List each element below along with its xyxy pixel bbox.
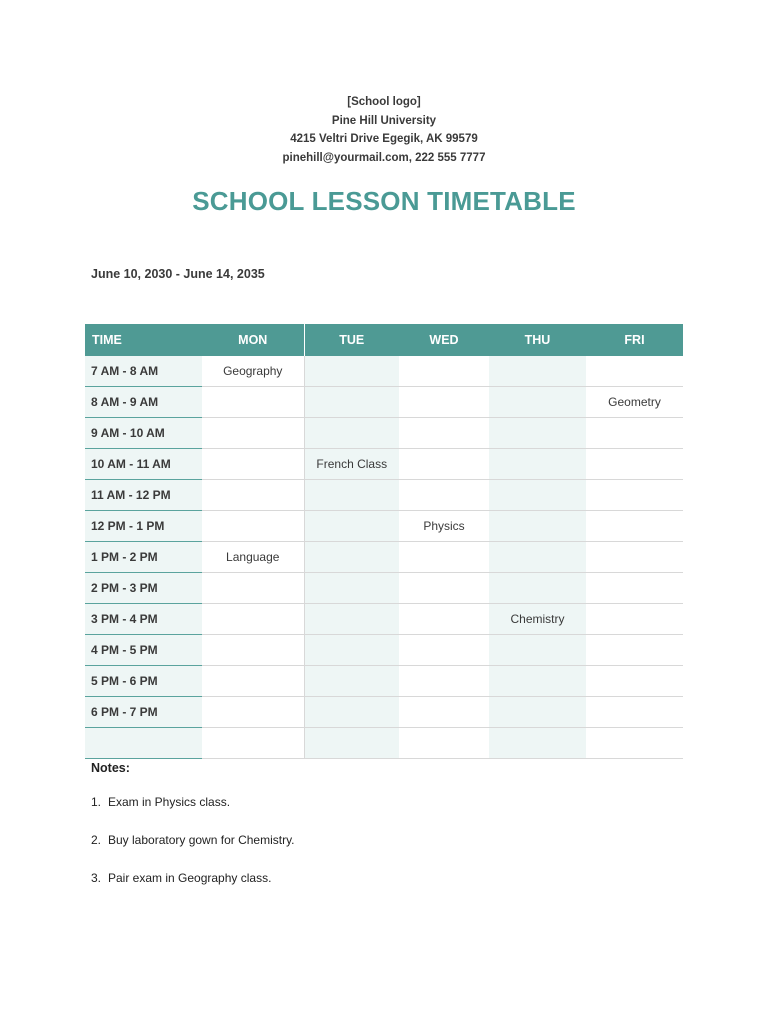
note-number: 3.: [91, 871, 102, 885]
school-header: [0, 93, 768, 167]
time-slot-cell: 4 PM - 5 PM: [85, 635, 202, 666]
lesson-cell-mon: [202, 387, 304, 418]
school-contact: pinehill@yourmail.com, 222 555 7777: [282, 151, 486, 164]
note-item: [91, 870, 295, 887]
lesson-cell-thu: [489, 666, 586, 697]
time-slot-cell: 9 AM - 10 AM: [85, 418, 202, 449]
note-number: 1.: [91, 795, 102, 809]
table-row: [85, 573, 683, 604]
lesson-cell-fri: [586, 418, 683, 449]
lesson-cell-thu: [489, 697, 586, 728]
lesson-cell-mon: Language: [202, 542, 304, 573]
school-address: 4215 Veltri Drive Egegik, AK 99579: [290, 133, 478, 145]
table-row: [85, 604, 683, 635]
lesson-cell-wed: [399, 635, 489, 666]
lesson-cell-fri: [586, 728, 683, 759]
lesson-cell-thu: [489, 449, 586, 480]
lesson-cell-fri: [586, 356, 683, 387]
header-time: TIME: [85, 324, 202, 356]
date-range: June 10, 2030 - June 14, 2035: [91, 267, 265, 281]
lesson-cell-tue: French Class: [304, 449, 399, 480]
lesson-cell-thu: [489, 356, 586, 387]
lesson-cell-wed: [399, 697, 489, 728]
header-mon: MON: [202, 324, 304, 356]
timetable: [85, 324, 683, 759]
lesson-cell-mon: [202, 604, 304, 635]
lesson-cell-fri: [586, 511, 683, 542]
lesson-cell-mon: [202, 511, 304, 542]
page-title: SCHOOL LESSON TIMETABLE: [192, 186, 576, 216]
lesson-cell-fri: [586, 697, 683, 728]
lesson-cell-tue: [304, 635, 399, 666]
lesson-cell-tue: [304, 480, 399, 511]
lesson-cell-thu: [489, 728, 586, 759]
table-row: [85, 697, 683, 728]
time-slot-cell: 5 PM - 6 PM: [85, 666, 202, 697]
lesson-cell-tue: [304, 418, 399, 449]
time-slot-cell: 2 PM - 3 PM: [85, 573, 202, 604]
note-text: Pair exam in Geography class.: [108, 871, 272, 885]
table-row: [85, 542, 683, 573]
lesson-cell-mon: [202, 666, 304, 697]
school-logo-placeholder: [School logo]: [347, 96, 421, 108]
lesson-cell-mon: [202, 480, 304, 511]
lesson-cell-wed: [399, 418, 489, 449]
lesson-cell-wed: [399, 480, 489, 511]
lesson-cell-mon: [202, 418, 304, 449]
table-row: [85, 728, 683, 759]
lesson-cell-thu: [489, 511, 586, 542]
table-row: [85, 387, 683, 418]
lesson-cell-wed: [399, 573, 489, 604]
table-row: [85, 449, 683, 480]
lesson-cell-mon: [202, 728, 304, 759]
note-item: [91, 832, 295, 849]
lesson-cell-fri: [586, 635, 683, 666]
lesson-cell-tue: [304, 542, 399, 573]
table-row: [85, 418, 683, 449]
lesson-cell-thu: [489, 635, 586, 666]
note-item: [91, 794, 295, 811]
lesson-cell-fri: [586, 666, 683, 697]
table-row: [85, 635, 683, 666]
lesson-cell-fri: Geometry: [586, 387, 683, 418]
lesson-cell-wed: [399, 728, 489, 759]
lesson-cell-thu: [489, 418, 586, 449]
lesson-cell-tue: [304, 604, 399, 635]
notes-list: [91, 794, 295, 887]
time-slot-cell: 8 AM - 9 AM: [85, 387, 202, 418]
note-text: Exam in Physics class.: [108, 795, 231, 809]
lesson-cell-wed: [399, 356, 489, 387]
lesson-cell-thu: [489, 480, 586, 511]
time-slot-cell: 10 AM - 11 AM: [85, 449, 202, 480]
lesson-cell-tue: [304, 573, 399, 604]
time-slot-cell: 3 PM - 4 PM: [85, 604, 202, 635]
lesson-cell-wed: Physics: [399, 511, 489, 542]
lesson-cell-wed: [399, 666, 489, 697]
header-thu: THU: [489, 324, 586, 356]
time-slot-cell: 1 PM - 2 PM: [85, 542, 202, 573]
lesson-cell-mon: [202, 573, 304, 604]
time-slot-cell: 7 AM - 8 AM: [85, 356, 202, 387]
lesson-cell-tue: [304, 666, 399, 697]
lesson-cell-thu: Chemistry: [489, 604, 586, 635]
header-fri: FRI: [586, 324, 683, 356]
lesson-cell-tue: [304, 511, 399, 542]
time-slot-cell: 12 PM - 1 PM: [85, 511, 202, 542]
time-slot-cell: 6 PM - 7 PM: [85, 697, 202, 728]
timetable-body: [85, 356, 683, 759]
notes-section: [91, 761, 295, 908]
lesson-cell-tue: [304, 697, 399, 728]
lesson-cell-wed: [399, 604, 489, 635]
school-name: Pine Hill University: [331, 114, 437, 127]
table-row: [85, 480, 683, 511]
lesson-cell-fri: [586, 604, 683, 635]
timetable-header-row: [85, 324, 683, 356]
header-wed: WED: [399, 324, 489, 356]
time-slot-cell: 11 AM - 12 PM: [85, 480, 202, 511]
time-slot-cell: [85, 728, 202, 759]
header-tue: TUE: [304, 324, 399, 356]
table-row: [85, 666, 683, 697]
lesson-cell-mon: [202, 635, 304, 666]
table-row: [85, 356, 683, 387]
lesson-cell-mon: Geography: [202, 356, 304, 387]
lesson-cell-wed: [399, 542, 489, 573]
lesson-cell-tue: [304, 728, 399, 759]
lesson-cell-thu: [489, 573, 586, 604]
lesson-cell-thu: [489, 542, 586, 573]
lesson-cell-fri: [586, 542, 683, 573]
notes-title: Notes:: [91, 761, 130, 775]
lesson-cell-wed: [399, 387, 489, 418]
lesson-cell-tue: [304, 387, 399, 418]
lesson-cell-fri: [586, 480, 683, 511]
lesson-cell-mon: [202, 697, 304, 728]
note-number: 2.: [91, 833, 102, 847]
lesson-cell-tue: [304, 356, 399, 387]
table-row: [85, 511, 683, 542]
lesson-cell-fri: [586, 449, 683, 480]
note-text: Buy laboratory gown for Chemistry.: [108, 833, 295, 847]
lesson-cell-fri: [586, 573, 683, 604]
lesson-cell-mon: [202, 449, 304, 480]
lesson-cell-thu: [489, 387, 586, 418]
lesson-cell-wed: [399, 449, 489, 480]
